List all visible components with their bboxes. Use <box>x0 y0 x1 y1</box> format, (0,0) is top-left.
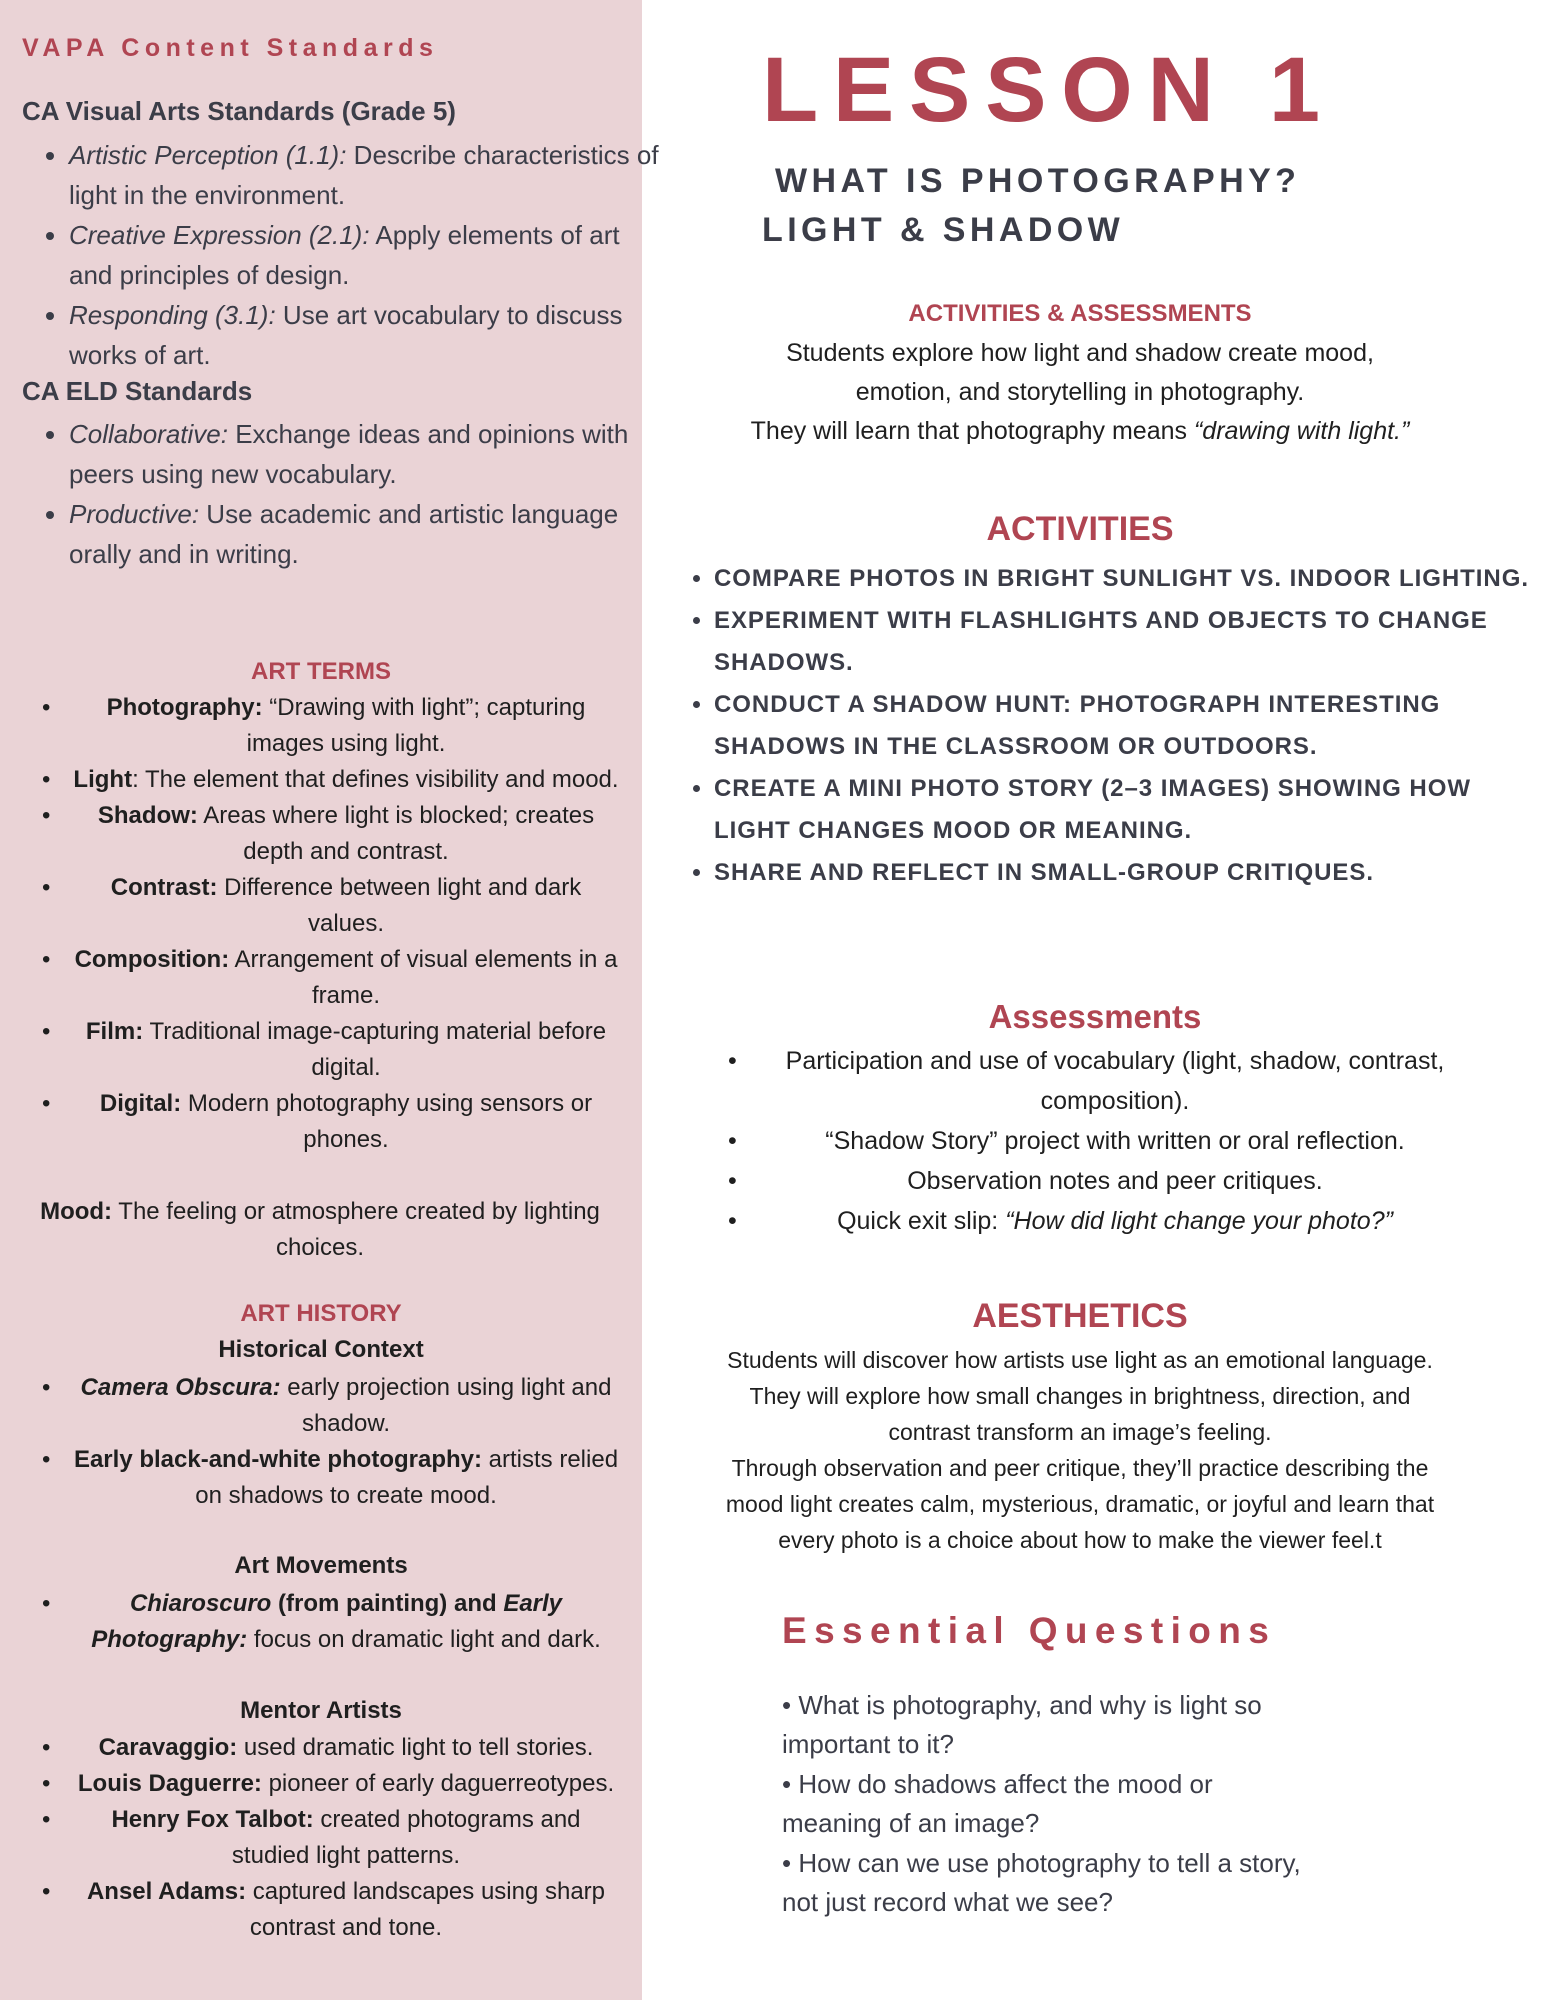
visual-arts-heading: CA Visual Arts Standards (Grade 5) <box>22 96 456 126</box>
term-definition: artists relied on shadows to create mood. <box>195 1446 619 1509</box>
question-line: meaning of an image? <box>782 1808 1040 1838</box>
art-movements-heading: Art Movements <box>234 1552 408 1579</box>
term-label: Digital: <box>99 1090 182 1117</box>
vapa-title: VAPA Content Standards <box>22 34 439 62</box>
aesthetics-line: mood light creates calm, mysterious, dramatic, or joyful and learn that <box>725 1491 1435 1517</box>
movement-name: Chiaroscuro <box>129 1590 272 1617</box>
question-line: not just record what we see? <box>782 1887 1113 1917</box>
list-item: • “Shadow Story” project with written or oral reflection. <box>728 1127 1405 1155</box>
mood-term <box>30 1194 610 1266</box>
movement-connector: (from painting) and <box>271 1590 504 1617</box>
list-item <box>69 414 669 494</box>
question-line: important to it? <box>782 1729 954 1759</box>
term-definition: Areas where light is blocked; creates depth and contrast. <box>197 802 595 865</box>
art-terms-list <box>30 690 632 1158</box>
assessment-text: “Shadow Story” project with written or oral reflection. <box>825 1127 1405 1155</box>
standard-label: Productive: <box>69 499 200 529</box>
term-label: Camera Obscura: <box>80 1374 281 1401</box>
standard-text: Use art vocabulary to discuss works of art. <box>69 300 623 370</box>
term-definition: Arrangement of visual elements in a frame. <box>229 946 618 1009</box>
standard-label: Creative Expression (2.1): <box>69 220 370 250</box>
standard-text: Apply elements of art and principles of design. <box>69 220 620 290</box>
assessment-text: Observation notes and peer critiques. <box>907 1167 1323 1195</box>
list-item: • Ansel Adams: captured landscapes using sharp contrast and tone. <box>42 1878 606 1941</box>
list-item: • CREATE A MINI PHOTO STORY (2–3 IMAGES) SHOWING HOW LIGHT CHANGES MOOD OR MEANING. <box>714 768 1544 852</box>
overview-line <box>680 412 1480 451</box>
list-item: • SHARE AND REFLECT IN SMALL-GROUP CRITIQUES. <box>714 852 1544 894</box>
standard-text: Exchange ideas and opinions with peers using new vocabulary. <box>69 419 629 489</box>
list-item: • EXPERIMENT WITH FLASHLIGHTS AND OBJECTS TO CHANGE SHADOWS. <box>714 600 1544 684</box>
question-line: • How do shadows affect the mood or <box>782 1769 1213 1799</box>
artist-name: Henry Fox Talbot: <box>111 1806 314 1833</box>
activities-heading: ACTIVITIES <box>986 510 1174 548</box>
artist-description: captured landscapes using sharp contrast and tone. <box>246 1878 606 1941</box>
lesson-title: LESSON 1 <box>762 39 1335 141</box>
list-item: • Photography: “Drawing with light”; capturing images using light. <box>42 694 586 757</box>
aesthetics-line: Students will discover how artists use light as an emotional language. <box>727 1347 1433 1373</box>
mentor-artists-list <box>30 1730 632 1946</box>
list-item: • Chiaroscuro (from painting) and Early Photography: focus on dramatic light and dark. <box>42 1590 601 1653</box>
term-label: Composition: <box>74 946 230 973</box>
assessment-text: Participation and use of vocabulary (light, shadow, contrast, composition). <box>785 1047 1445 1115</box>
list-item: • Film: Traditional image-capturing material before digital. <box>42 1018 607 1081</box>
term-label: Photography: <box>106 694 263 721</box>
term-definition: Traditional image-capturing material before digital. <box>143 1018 607 1081</box>
list-item: • COMPARE PHOTOS IN BRIGHT SUNLIGHT VS. INDOOR LIGHTING. <box>714 558 1544 600</box>
visual-arts-list <box>22 135 669 375</box>
list-item: • Contrast: Difference between light and dark values. <box>42 874 582 937</box>
movement-definition: focus on dramatic light and dark. <box>247 1626 601 1653</box>
lesson-subtitle: WHAT IS PHOTOGRAPHY? <box>775 162 1301 200</box>
list-item <box>69 135 669 215</box>
list-item: • Digital: Modern photography using sensors or phones. <box>42 1090 593 1153</box>
list-item: • Composition: Arrangement of visual elements in a frame. <box>42 946 618 1009</box>
question-line: • What is photography, and why is light so <box>782 1690 1262 1720</box>
standard-label: Artistic Perception (1.1): <box>69 140 347 170</box>
artist-description: pioneer of early daguerreotypes. <box>261 1770 615 1797</box>
movement-name: Early Photography: <box>91 1590 563 1653</box>
historical-context-list <box>30 1370 632 1514</box>
term-label: Contrast: <box>110 874 218 901</box>
mentor-artists-heading: Mentor Artists <box>240 1697 402 1724</box>
aesthetics-line: every photo is a choice about how to make the viewer feel.t <box>778 1527 1382 1553</box>
aesthetics-line: contrast transform an image’s feeling. <box>888 1419 1272 1445</box>
standard-label: Collaborative: <box>69 419 228 449</box>
list-item: • Louis Daguerre: pioneer of early daguerreotypes. <box>42 1770 615 1797</box>
list-item: • Camera Obscura: early projection using light and shadow. <box>42 1374 612 1437</box>
list-item: • Shadow: Areas where light is blocked; creates depth and contrast. <box>42 802 595 865</box>
list-item: • Light: The element that defines visibility and mood. <box>42 766 619 793</box>
activities-list <box>688 558 1544 894</box>
eld-heading: CA ELD Standards <box>22 376 253 406</box>
artist-name: Ansel Adams: <box>86 1878 247 1905</box>
term-label: Film: <box>85 1018 144 1045</box>
overview-text: They will learn that photography means <box>750 417 1194 445</box>
art-movements-list <box>30 1586 632 1658</box>
overview-line: emotion, and storytelling in photography. <box>855 378 1305 406</box>
list-item: • Quick exit slip: “How did light change your photo?” <box>728 1207 1393 1235</box>
term-definition: early projection using light and shadow. <box>280 1374 612 1437</box>
aesthetics-line: Through observation and peer critique, they’ll practice describing the <box>731 1455 1429 1481</box>
essential-questions-heading: Essential Questions <box>782 1610 1277 1651</box>
term-definition: : The element that defines visibility and mood. <box>132 766 619 793</box>
list-item <box>69 215 669 295</box>
term-label: Early black-and-white photography: <box>73 1446 482 1473</box>
overview-line: Students explore how light and shadow create mood, <box>786 339 1374 367</box>
overview-quote: “drawing with light.” <box>1193 417 1410 445</box>
term-label: Shadow: <box>97 802 198 829</box>
list-item: • Henry Fox Talbot: created photograms and studied light patterns. <box>42 1806 581 1869</box>
term-label: Mood: <box>40 1198 113 1225</box>
term-label: Light <box>73 766 133 793</box>
aesthetics-heading: AESTHETICS <box>972 1297 1188 1335</box>
artist-name: Louis Daguerre: <box>77 1770 262 1797</box>
list-item: • Participation and use of vocabulary (light, shadow, contrast, composition). <box>728 1047 1445 1115</box>
aesthetics-line: They will explore how small changes in brightness, direction, and <box>749 1383 1411 1409</box>
exit-question: “How did light change your photo?” <box>1005 1207 1393 1235</box>
assessments-heading: Assessments <box>988 998 1202 1035</box>
overview-heading: ACTIVITIES & ASSESSMENTS <box>908 300 1252 327</box>
term-definition: “Drawing with light”; capturing images using light. <box>246 694 586 757</box>
standard-text: Describe characteristics of light in the environment. <box>69 140 659 210</box>
list-item: • Early black-and-white photography: artists relied on shadows to create mood. <box>42 1446 619 1509</box>
list-item: • Observation notes and peer critiques. <box>728 1167 1323 1195</box>
art-history-heading: ART HISTORY <box>240 1300 402 1327</box>
lesson-topic: LIGHT & SHADOW <box>762 211 1125 249</box>
artist-description: used dramatic light to tell stories. <box>237 1734 594 1761</box>
term-definition: Modern photography using sensors or phones. <box>181 1090 593 1153</box>
artist-name: Caravaggio: <box>98 1734 238 1761</box>
term-definition: Difference between light and dark values. <box>217 874 582 937</box>
artist-description: created photograms and studied light patterns. <box>231 1806 581 1869</box>
eld-list <box>22 414 669 574</box>
standard-label: Responding (3.1): <box>69 300 276 330</box>
term-definition: The feeling or atmosphere created by lighting choices. <box>112 1198 600 1261</box>
list-item <box>69 494 669 574</box>
list-item: • CONDUCT A SHADOW HUNT: PHOTOGRAPH INTERESTING SHADOWS IN THE CLASSROOM OR OUTDOORS. <box>714 684 1544 768</box>
question-line: • How can we use photography to tell a story, <box>782 1848 1301 1878</box>
historical-context-heading: Historical Context <box>218 1336 424 1363</box>
assessment-text: Quick exit slip: <box>837 1207 1006 1235</box>
assessments-list <box>720 1041 1480 1241</box>
art-terms-heading: ART TERMS <box>251 658 391 685</box>
standard-text: Use academic and artistic language orally and in writing. <box>69 499 619 569</box>
list-item <box>69 295 669 375</box>
list-item: • Caravaggio: used dramatic light to tell stories. <box>42 1734 594 1761</box>
